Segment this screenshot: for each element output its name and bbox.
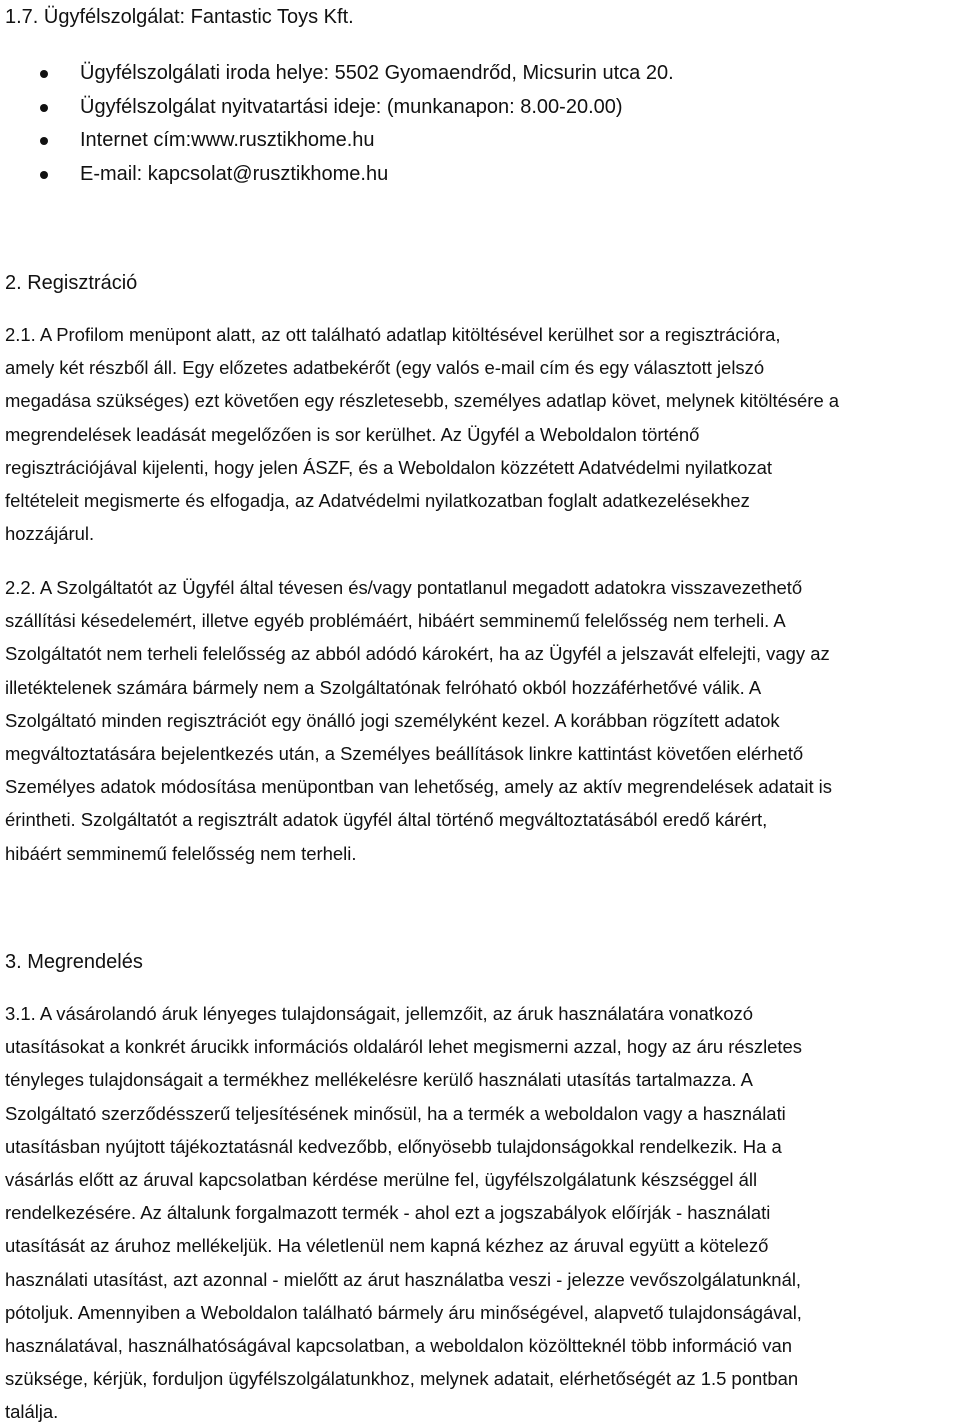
text-line: tényleges tulajdonságait a termékhez mellékelésre kerülő használati utasítás tartalmazza. A	[5, 1069, 753, 1091]
text-line: Szolgáltatót nem terheli felelősség az abból adódó károkért, ha az Ügyfél a jelszavát elfelejti, vagy az	[5, 643, 830, 665]
text-line: 2.2. A Szolgáltatót az Ügyfél által tévesen és/vagy pontatlanul megadott adatokra visszavezethető	[5, 577, 803, 598]
text-line: vásárlás előtt az áruval kapcsolatban kérdése merülne fel, ügyfélszolgálatunk készséggel áll	[5, 1169, 758, 1191]
office-address-text: Ügyfélszolgálati iroda helye: 5502 Gyomaendrőd, Micsurin utca 20.	[80, 62, 674, 84]
bullet-icon	[40, 171, 48, 179]
text-line: megváltoztatására bejelentkezés után, a Személyes beállítások linkre kattintást követően elérhető	[5, 743, 804, 765]
text-line: pótoljuk. Amennyiben a Weboldalon található bármely áru minőségével, alapvető tulajdonságával,	[5, 1301, 802, 1323]
text-line: használati utasítást, azt azonnal - mielőtt az árut használatba veszi - jelezze vevőszolgálatunknál,	[5, 1268, 802, 1290]
text-line: utasításokat a konkrét árucikk információs oldaláról lehet megismerni azzal, hogy az áru részletes	[5, 1036, 803, 1058]
bullet-icon	[40, 70, 48, 78]
list-item	[0, 124, 674, 158]
text-line: Szolgáltató szerződésszerű teljesítésének minősül, ha a termék a weboldalon vagy a használati	[5, 1102, 786, 1124]
text-line: 2.1. A Profilom menüpont alatt, az ott található adatlap kitöltésével kerülhet sor a regisztrációra,	[5, 324, 781, 345]
text-line: használatával, használhatóságával kapcsolatban, a weboldalon közöltteknél több információ van	[5, 1335, 793, 1357]
text-line: Személyes adatok módosítása menüpontban van lehetőség, amely az aktív megrendelések adatait is	[5, 776, 832, 798]
contact-bullet-list	[0, 57, 674, 191]
text-line: megadása szükséges) ezt követően egy részletesebb, személyes adatlap követ, melynek kitöltésére a	[5, 390, 840, 412]
text-line: megrendelések leadását megelőzően is sor kerülhet. Az Ügyfél a Weboldalon történő	[5, 423, 700, 445]
paragraph-2-2	[5, 571, 958, 870]
section-heading-1-7: 1.7. Ügyfélszolgálat: Fantastic Toys Kft.	[5, 6, 354, 28]
text-line: utasításban nyújtott tájékoztatásnál kedvezőbb, előnyösebb tulajdonságokkal rendelkezik. Ha a	[5, 1135, 782, 1157]
text-line: találja.	[5, 1401, 59, 1423]
opening-hours-text: Ügyfélszolgálat nyitvatartási ideje: (munkanapon: 8.00-20.00)	[80, 95, 623, 118]
website-text: Internet cím:www.rusztikhome.hu	[80, 129, 375, 151]
text-line: 3.1. A vásárolandó áruk lényeges tulajdonságait, jellemzőit, az áruk használatára vonatkozó	[5, 1003, 753, 1024]
email-text: E-mail: kapcsolat@rusztikhome.hu	[80, 162, 389, 185]
text-line: hibáért semminemű felelősség nem terheli.	[5, 842, 357, 864]
text-line: érintheti. Szolgáltatót a regisztrált adatok ügyfél által történő megváltoztatásából eredő kárért,	[5, 809, 768, 831]
text-line: illetéktelenek számára bármely nem a Szolgáltatónak felróható okból hozzáférhetővé válik. A	[5, 676, 762, 698]
section-heading-2: 2. Regisztráció	[5, 272, 138, 294]
text-line: utasítását az áruhoz mellékeljük. Ha véletlenül nem kapná kézhez az áruval együtt a kötelező	[5, 1235, 769, 1257]
text-line: amely két részből áll. Egy előzetes adatbekérőt (egy valós e-mail cím és egy választott jelszó	[5, 357, 765, 379]
text-line: feltételeit megismerte és elfogadja, az Adatvédelmi nyilatkozatban foglalt adatkezelésekhez	[5, 490, 750, 512]
paragraph-3-1	[5, 997, 958, 1424]
text-line: regisztrációjával kijelenti, hogy jelen ÁSZF, és a Weboldalon közzétett Adatvédelmi nyilatkozat	[5, 456, 773, 478]
text-line: Szolgáltató minden regisztrációt egy önálló jogi személyként kezel. A korábban rögzített adatok	[5, 709, 780, 731]
text-line: rendelkezésére. Az általunk forgalmazott termék - ahol ezt a jogszabályok előírják - használati	[5, 1202, 771, 1224]
text-line: hozzájárul.	[5, 523, 95, 545]
text-line: szüksége, kérjük, forduljon ügyfélszolgálatunkhoz, melynek adatait, elérhetőségét az 1.5 pontban	[5, 1368, 799, 1390]
section-heading-3: 3. Megrendelés	[5, 951, 143, 973]
bullet-icon	[40, 137, 48, 145]
paragraph-2-1	[5, 318, 958, 550]
text-line: szállítási késedelemért, illetve egyéb problémáért, hibáért semminemű felelősség nem terheli. A	[5, 610, 786, 632]
list-item	[0, 158, 674, 192]
list-item	[0, 57, 674, 91]
bullet-icon	[40, 104, 48, 112]
list-item	[0, 91, 674, 125]
